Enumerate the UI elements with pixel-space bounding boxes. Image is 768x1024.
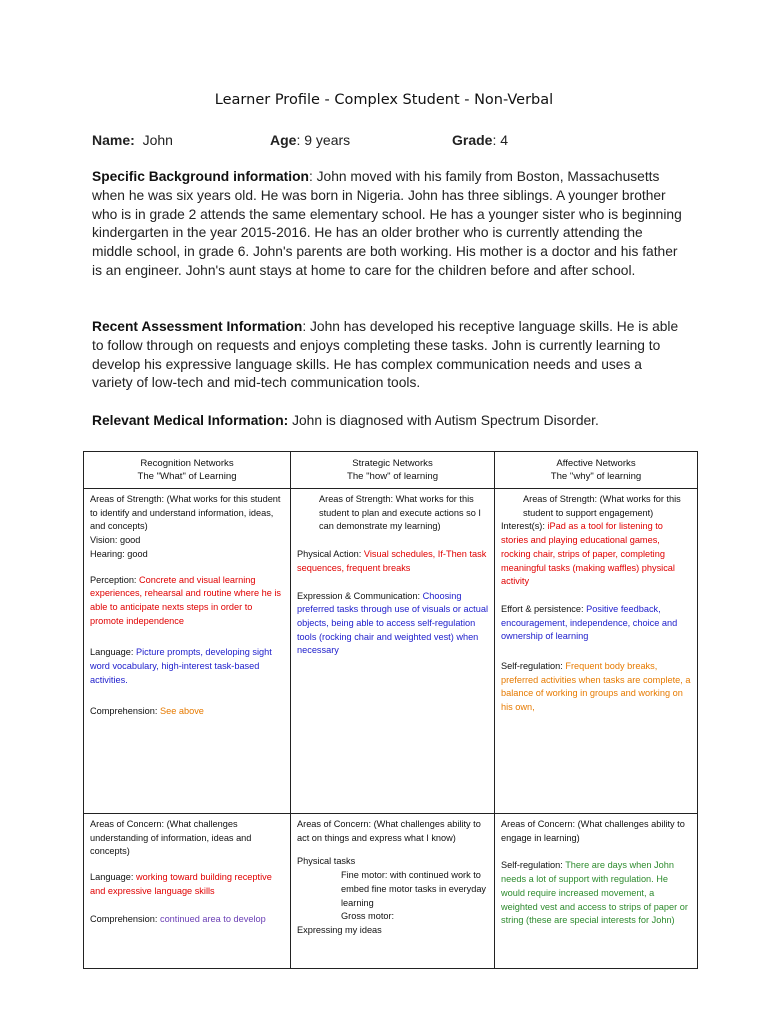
background-label: Specific Background information — [92, 169, 309, 184]
language-concern-text: working toward building receptive and expressive language skills — [90, 872, 272, 896]
perception-entry — [90, 574, 284, 629]
comprehension-concern-label: Comprehension: — [90, 913, 160, 924]
gross-motor-text: Gross motor: — [341, 911, 395, 922]
student-info-row — [92, 132, 692, 152]
perception-text: Concrete and visual learning experiences, rehearsal and routine where he is able to anticipate nexts steps in order to promote independence — [90, 574, 282, 626]
strategic-strengths-cell — [291, 489, 495, 814]
interest-entry — [501, 520, 691, 589]
physical-action-text: Visual schedules, If-Then task sequences, frequent breaks — [297, 549, 487, 573]
header-title: Affective Networks — [556, 458, 636, 469]
comprehension-entry — [90, 705, 284, 719]
strength-intro: Areas of Strength: (What works for this student to identify and understand information, ideas, and concepts) — [90, 494, 281, 532]
grade-value: : 4 — [492, 132, 509, 148]
self-regulation-concern-label: Self-regulation: — [501, 860, 566, 871]
effort-text: Positive feedback, encouragement, independence, choice and ownership of learning — [501, 603, 678, 642]
header-title: Strategic Networks — [352, 458, 433, 469]
concern-intro: Areas of Concern: (What challenges understanding of information, ideas and concepts) — [90, 819, 252, 857]
header-affective — [495, 452, 698, 489]
affective-strengths-cell — [495, 489, 698, 814]
strength-intro: Areas of Strength: What works for this student to plan and execute actions so I can demonstrate my learning) — [319, 494, 481, 532]
comprehension-label: Comprehension: — [90, 706, 160, 717]
background-text: : John moved with his family from Boston, Massachusetts when he was six years old. He was born in Nigeria. John has three siblings. A younger brother who is in grade 2 attends the same elementary school. He has a younger sister who is beginning kindergarten in the year 2015-2016. He has an older brother who is currently attending the middle school, in grade 6. John's parents are both working. His mother is a doctor and his father is an engineer. John's aunt stays at home to care for the children before and after school. — [92, 169, 682, 278]
recognition-concerns-cell — [84, 814, 291, 969]
udl-networks-table — [83, 451, 698, 969]
grade-field — [452, 132, 508, 148]
hearing-text: Hearing: good — [90, 548, 148, 559]
physical-action-label: Physical Action: — [297, 549, 364, 560]
perception-label: Perception: — [90, 574, 140, 585]
strengths-row — [84, 489, 698, 814]
language-label: Language: — [90, 647, 136, 658]
assessment-label: Recent Assessment Information — [92, 319, 303, 334]
name-field — [92, 132, 173, 148]
concern-intro: Areas of Concern: (What challenges ability to engage in learning) — [501, 819, 685, 843]
expression-text: Choosing preferred tasks through use of visuals or actual objects, being able to access self-regulation tools (rocking chair and weighted vest) when necessary — [297, 590, 488, 656]
language-text: Picture prompts, developing sight word vocabulary, high-interest task-based activities. — [90, 647, 272, 685]
expression-entry — [297, 590, 488, 659]
vision-text: Vision: good — [90, 535, 141, 546]
self-regulation-concern-entry — [501, 859, 691, 928]
expressing-ideas-text: Expressing my ideas — [297, 924, 382, 935]
page-title: Learner Profile - Complex Student - Non-Verbal — [214, 92, 554, 108]
header-recognition — [84, 452, 291, 489]
age-label: Age — [270, 132, 297, 148]
self-regulation-text: Frequent body breaks, preferred activities when tasks are complete, a balance of working in groups and working on his own, — [501, 661, 691, 713]
physical-action-entry — [297, 548, 488, 575]
self-regulation-concern-text: There are days when John needs a lot of support with regulation. He would require increased movement, a weighted vest and access to strips of paper or string (these are special interests for John) — [501, 860, 688, 926]
header-subtitle: The "how" of learning — [346, 471, 439, 482]
header-subtitle: The "why" of learning — [550, 471, 642, 482]
concerns-row — [84, 814, 698, 969]
interest-text: iPad as a tool for listening to stories and playing educational games, rocking chair, strips of paper, completing meaningful tasks (making waffles) physical activity — [501, 521, 675, 587]
name-value: John — [142, 132, 173, 148]
strategic-concerns-cell — [291, 814, 495, 969]
header-title: Recognition Networks — [140, 458, 234, 469]
assessment-text: : John has developed his receptive language skills. He is able to follow through on requests and enjoys completing these tasks. John is currently learning to develop his expressive language skills. He has complex communication needs and uses a variety of low-tech and mid-tech communication tools. — [92, 319, 679, 391]
fine-motor-text: Fine motor: with continued work to embed fine motor tasks in everyday learning — [341, 870, 487, 908]
grade-label: Grade — [452, 132, 493, 148]
name-label: Name: — [92, 132, 135, 148]
header-subtitle: The "What" of Learning — [137, 471, 237, 482]
interest-label: Interest(s): — [501, 521, 548, 532]
background-section — [92, 168, 682, 281]
comprehension-concern-text: continued area to develop — [159, 913, 266, 924]
medical-label: Relevant Medical Information: — [92, 413, 289, 428]
physical-tasks-text: Physical tasks — [297, 856, 356, 867]
assessment-section — [92, 318, 682, 393]
comprehension-text: See above — [159, 706, 204, 717]
recognition-strengths-cell — [84, 489, 291, 814]
language-entry — [90, 646, 284, 687]
comprehension-concern-entry — [90, 913, 284, 927]
header-strategic — [291, 452, 495, 489]
strength-intro: Areas of Strength: (What works for this student to support engagement) — [523, 494, 681, 518]
medical-text: John is diagnosed with Autism Spectrum Disorder. — [288, 413, 599, 428]
medical-section — [92, 412, 682, 431]
language-concern-entry — [90, 871, 284, 898]
effort-entry — [501, 603, 691, 644]
affective-concerns-cell — [495, 814, 698, 969]
age-value: : 9 years — [296, 132, 351, 148]
table-header-row — [84, 452, 698, 489]
language-concern-label: Language: — [90, 872, 136, 883]
expression-label: Expression & Communication: — [297, 590, 423, 601]
self-regulation-entry — [501, 660, 691, 715]
age-field — [270, 132, 350, 148]
self-regulation-label: Self-regulation: — [501, 661, 566, 672]
concern-intro: Areas of Concern: (What challenges ability to act on things and express what I know) — [297, 819, 481, 843]
effort-label: Effort & persistence: — [501, 603, 587, 614]
